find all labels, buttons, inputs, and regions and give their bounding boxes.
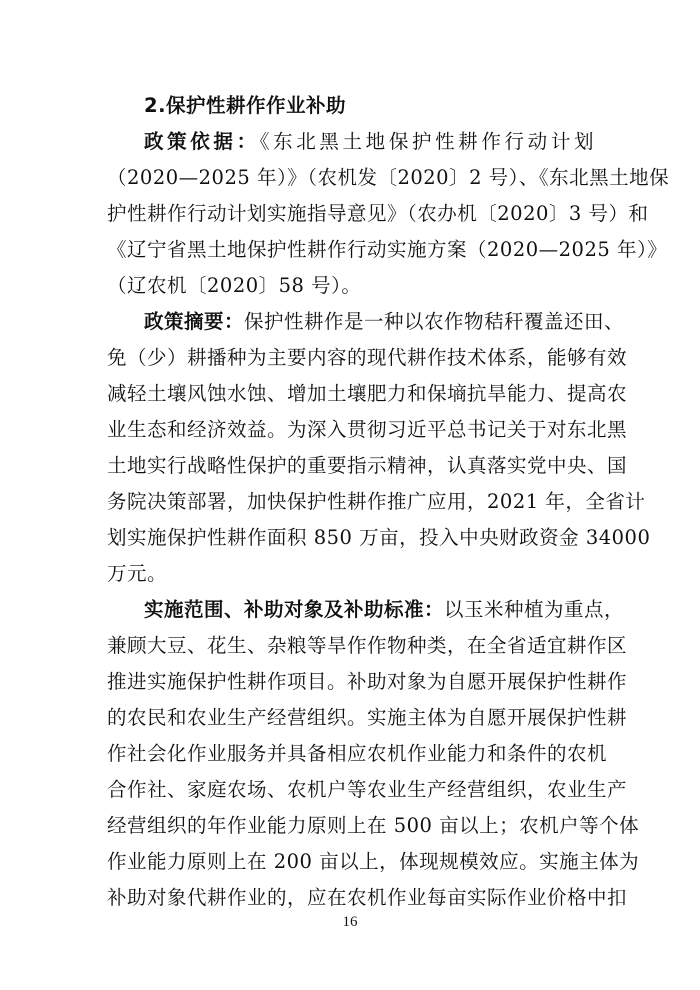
policy-basis-line: 《辽宁省黑土地保护性耕作行动实施方案（2020—2025 年）》 [107, 238, 668, 261]
policy-basis-line: 护性耕作行动计划实施指导意见》（农办机〔2020〕3 号）和 [107, 202, 649, 225]
policy-summary-line: 减轻土壤风蚀水蚀、增加土壤肥力和保墒抗旱能力、提高农 [107, 382, 628, 405]
scope-label: 实施范围、补助对象及补助标准： [144, 598, 445, 621]
scope-line: 经营组织的年作业能力原则上在 500 亩以上；农机户等个体 [107, 814, 640, 837]
section-title: 2.保护性耕作作业补助 [144, 94, 346, 117]
scope-line: 补助对象代耕作业的，应在农机作业每亩实际作业价格中扣 [107, 886, 628, 909]
scope-line: 推进实施保护性耕作项目。补助对象为自愿开展保护性耕作 [107, 670, 628, 693]
policy-summary-label: 政策摘要： [144, 310, 245, 333]
policy-summary-line: 免（少）耕播种为主要内容的现代耕作技术体系，能够有效 [107, 346, 628, 369]
policy-summary-line: 土地实行战略性保护的重要指示精神，认真落实党中央、国 [107, 454, 628, 477]
policy-summary-line: 务院决策部署，加快保护性耕作推广应用，2021 年，全省计 [107, 490, 646, 513]
document-page [107, 88, 670, 916]
page-number: 16 [342, 914, 358, 930]
scope-line: 的农民和农业生产经营组织。实施主体为自愿开展保护性耕 [107, 706, 628, 729]
policy-basis-label: 政策依据： [144, 130, 260, 153]
scope-line: 实施范围、补助对象及补助标准：以玉米种植为重点， [144, 598, 625, 621]
policy-basis-line: 政策依据：《东北黑土地保护性耕作行动计划 [144, 130, 594, 153]
policy-summary-line: 业生态和经济效益。为深入贯彻习近平总书记关于对东北黑 [107, 418, 628, 441]
policy-basis-line: （辽农机〔2020〕58 号）。 [107, 274, 362, 297]
policy-summary-line: 划实施保护性耕作面积 850 万亩，投入中央财政资金 34000 [107, 526, 651, 549]
policy-summary-line: 政策摘要：保护性耕作是一种以农作物秸秆覆盖还田、 [144, 310, 625, 333]
scope-line: 作社会化作业服务并具备相应农机作业能力和条件的农机 [107, 742, 608, 765]
scope-line: 兼顾大豆、花生、杂粮等旱作作物种类，在全省适宜耕作区 [107, 634, 628, 657]
policy-basis-line: （2020—2025 年）》（农机发〔2020〕2 号）、《东北黑土地保 [107, 166, 670, 189]
scope-line: 作业能力原则上在 200 亩以上，体现规模效应。实施主体为 [107, 850, 640, 873]
scope-line: 合作社、家庭农场、农机户等农业生产经营组织，农业生产 [107, 778, 628, 801]
policy-summary-line: 万元。 [107, 562, 168, 585]
